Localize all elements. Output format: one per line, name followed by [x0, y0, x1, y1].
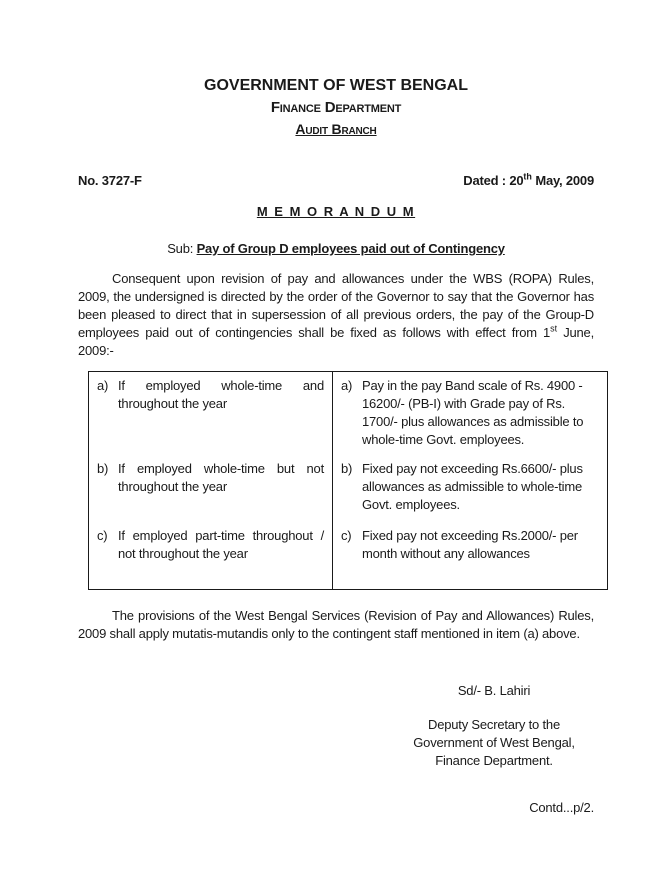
item-text: Fixed pay not exceeding Rs.6600/- plus allowances as admissible to whole-time Govt. employees.: [362, 461, 583, 512]
list-item: [97, 377, 324, 413]
item-label: b): [341, 461, 353, 476]
memorandum-heading-text: M E M O R A N D U M: [256, 204, 416, 219]
pay-cell-b: [333, 455, 608, 522]
table-row: [89, 372, 608, 456]
item-text: If employed whole-time and throughout the year: [118, 378, 324, 411]
signatory-designation: [363, 716, 625, 770]
pay-cell-c: [333, 522, 608, 590]
continuation-note: Contd...p/2.: [529, 800, 594, 815]
table-row: [89, 522, 608, 590]
memorandum-heading: [78, 203, 594, 221]
condition-cell-a: [89, 372, 333, 456]
subject-text: Pay of Group D employees paid out of Contingency: [196, 241, 505, 256]
item-text: If employed whole-time but not throughout the year: [118, 461, 324, 494]
item-text: If employed part-time throughout / not throughout the year: [118, 528, 324, 561]
item-label: c): [97, 528, 108, 543]
list-item: [97, 527, 324, 563]
designation-line: Finance Department.: [435, 753, 553, 768]
opening-paragraph-ordinal: st: [550, 323, 558, 334]
government-title: GOVERNMENT OF WEST BENGAL: [204, 77, 468, 94]
memo-number: No. 3727-F: [78, 173, 142, 188]
item-label: a): [97, 378, 109, 393]
designation-line: Deputy Secretary to the: [428, 717, 560, 732]
item-label: a): [341, 378, 353, 393]
memo-date: [463, 172, 594, 190]
pay-fixation-table: [88, 371, 608, 590]
subject-prefix: Sub:: [167, 241, 197, 256]
item-text: Fixed pay not exceeding Rs.2000/- per month without any allowances: [362, 528, 578, 561]
opening-paragraph-part2: June, 2009:-: [78, 325, 595, 358]
list-item: [341, 377, 599, 449]
closing-paragraph: The provisions of the West Bengal Services (Revision of Pay and Allowances) Rules, 2009 shall apply mutatis-mutandis only to the contingent staff mentioned in item (a) above.: [78, 608, 594, 641]
designation-line: Government of West Bengal,: [413, 735, 575, 750]
department-title: Finance Department: [270, 99, 402, 116]
pay-cell-a: [333, 372, 608, 456]
opening-paragraph: [78, 270, 594, 360]
list-item: [341, 460, 599, 514]
condition-cell-c: [89, 522, 333, 590]
branch-title: [78, 120, 594, 139]
item-text: Pay in the pay Band scale of Rs. 4900 - 16200/- (PB-I) with Grade pay of Rs. 1700/- plus allowances as admissible to whole-time Govt. employees.: [362, 378, 584, 447]
memo-date-ordinal: th: [523, 171, 532, 182]
list-item: [341, 527, 599, 563]
condition-cell-b: [89, 455, 333, 522]
opening-paragraph-part1: Consequent upon revision of pay and allowances under the WBS (ROPA) Rules, 2009, the undersigned is directed by the order of the Governor to say that the Governor has been pleased to direct that in supersession of all previous orders, the pay of the Group-D employees paid out of contingencies shall be fixed as follows with effect from 1: [78, 271, 594, 340]
list-item: [97, 460, 324, 496]
subject-line: [78, 240, 594, 258]
reference-row: [78, 172, 594, 190]
memo-date-prefix: Dated : 20: [463, 173, 524, 188]
signature-block: [363, 682, 625, 770]
signature-sd: Sd/- B. Lahiri: [457, 683, 531, 698]
memo-date-suffix: May, 2009: [531, 173, 594, 188]
item-label: b): [97, 461, 109, 476]
branch-title-text: Audit Branch: [295, 121, 377, 137]
table-row: [89, 455, 608, 522]
item-label: c): [341, 528, 352, 543]
